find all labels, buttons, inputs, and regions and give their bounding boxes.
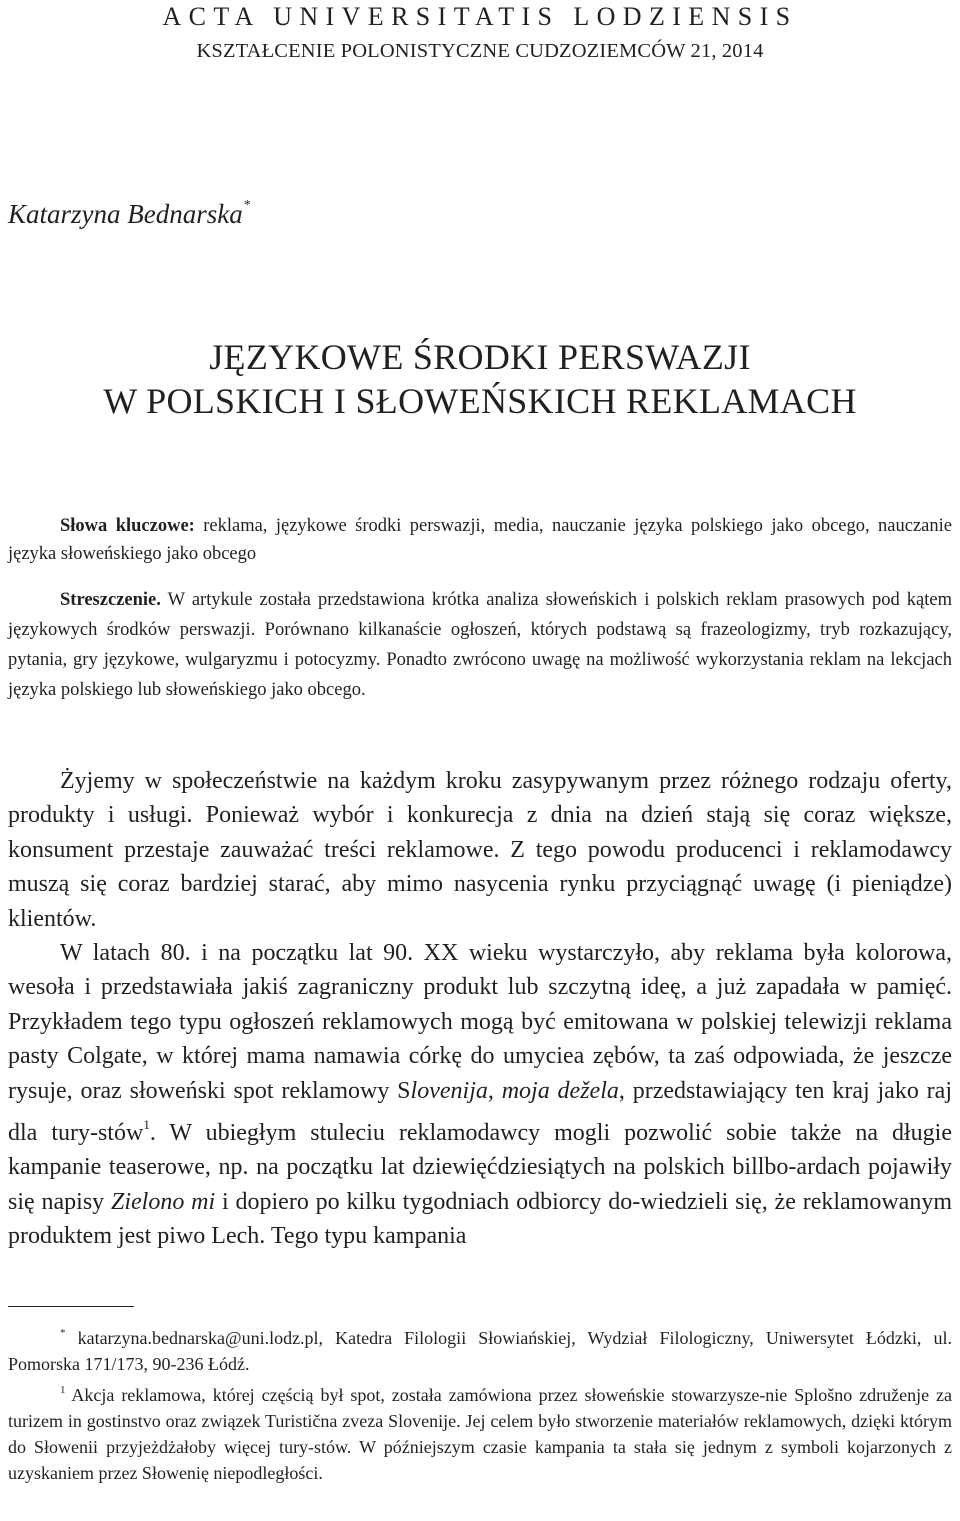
footnote-author <box>8 1320 952 1377</box>
body-paragraph-1: Żyjemy w społeczeństwie na każdym kroku zasypywanym przez różnego rodzaju oferty, produkty i usługi. Ponieważ wybór i konkurecja z dnia na dzień stają się coraz większe, konsument przestaje zauważać treści reklamowe. Z tego powodu producenci i reklamodawcy muszą się coraz bardziej starać, aby mimo nasycenia rynku przyciągnąć uwagę (i pieniądze) klientów. <box>8 768 952 932</box>
article-body <box>8 764 952 1254</box>
author-name-text: Katarzyna Bednarska <box>8 199 243 229</box>
abstract-text: W artykule została przedstawiona krótka analiza słoweńskich i polskich reklam prasowych pod kątem językowych środków perswazji. Porównano kilkanaście ogłoszeń, których podstawą są frazeologizmy, tryb rozkazujący, pytania, gry językowe, wulgaryzmu i potocyzmy. Ponadto zwrócono uwagę na możliwość wykorzystania reklam na lekcjach języka polskiego lub słoweńskiego jako obcego. <box>8 590 952 700</box>
footnote-ref-1: 1 <box>143 1117 150 1133</box>
body-p2-part-d: i dopiero po kilku tygodniach odbiorcy do-wiedzieli się, że reklamowanym produktem jest piwo Lech. Tego typu kampania <box>8 1188 952 1250</box>
journal-series: KSZTAŁCENIE POLONISTYCZNE CUDZOZIEMCÓW 21, 2014 <box>196 40 764 62</box>
footnote-separator <box>8 1306 134 1307</box>
footnote-author-mark: * <box>60 1327 66 1339</box>
body-p2-part-b: , przedstawiający ten kraj jako raj dla tury-stów <box>8 1077 952 1147</box>
footnote-1-mark: 1 <box>60 1384 66 1396</box>
body-p2-italic-title: lovenija, moja dežela <box>410 1077 619 1104</box>
abstract <box>8 585 952 705</box>
keywords <box>8 512 952 568</box>
body-p2-italic-slogan: Zielono mi <box>111 1188 216 1215</box>
footnote-1-text: Akcja reklamowa, której częścią był spot, została zamówiona przez słoweńskie stowarzysze-nie Splošno združenje za turizem in gostinstvo oraz związek Turistična zveza Slovenije. Jej celem było stworzenie materiałów reklamowych, dzięki którym do Słowenii przyjeżdżałoby więcej tury-stów. W późniejszym czasie kampania ta stała się jednym z symboli kojarzonych z uzyskaniem przez Słowenię niepodległości. <box>8 1385 952 1483</box>
keywords-text: reklama, językowe środki perswazji, media, nauczanie języka polskiego jako obcego, nauczanie języka słoweńskiego jako obcego <box>8 516 952 564</box>
journal-name: ACTA UNIVERSITATIS LODZIENSIS <box>162 2 798 31</box>
footnote-1 <box>8 1377 952 1486</box>
author-name <box>8 198 251 230</box>
footnote-author-text: katarzyna.bednarska@uni.lodz.pl, Katedra Filologii Słowiańskiej, Wydział Filologiczny, Uniwersytet Łódzki, ul. Pomorska 171/173, 90-236 Łódź. <box>8 1328 952 1374</box>
article-title-line-1: JĘZYKOWE ŚRODKI PERSWAZJI <box>209 337 751 377</box>
body-p2-part-c: . W ubiegłym stuleciu reklamodawcy mogli pozwolić sobie także na długie kampanie teaserowe, np. na początku lat dziewięćdziesiątych na polskich billbo-ardach pojawiły się napisy <box>8 1120 953 1215</box>
article-title-line-2: W POLSKICH I SŁOWEŃSKICH REKLAMACH <box>103 381 857 421</box>
footnotes <box>8 1320 952 1486</box>
body-paragraph-2 <box>8 936 952 1254</box>
author-footnote-mark: * <box>243 198 251 213</box>
body-p2-part-a: W latach 80. i na początku lat 90. XX wieku wystarczyło, aby reklama była kolorowa, wesoła i przedstawiała jakiś zagraniczny produkt lub szczytną ideę, a już zapadała w pamięć. Przykładem tego typu ogłoszeń reklamowych mogą być emitowana w polskiej telewizji reklama pasty Colgate, w której mama namawia córkę do umyciea zębów, ta zaś odpowiada, że jeszcze rysuje, oraz słoweński spot reklamowy S <box>8 940 952 1104</box>
abstract-label: Streszczenie. <box>60 590 161 610</box>
keywords-label: Słowa kluczowe: <box>60 516 195 536</box>
